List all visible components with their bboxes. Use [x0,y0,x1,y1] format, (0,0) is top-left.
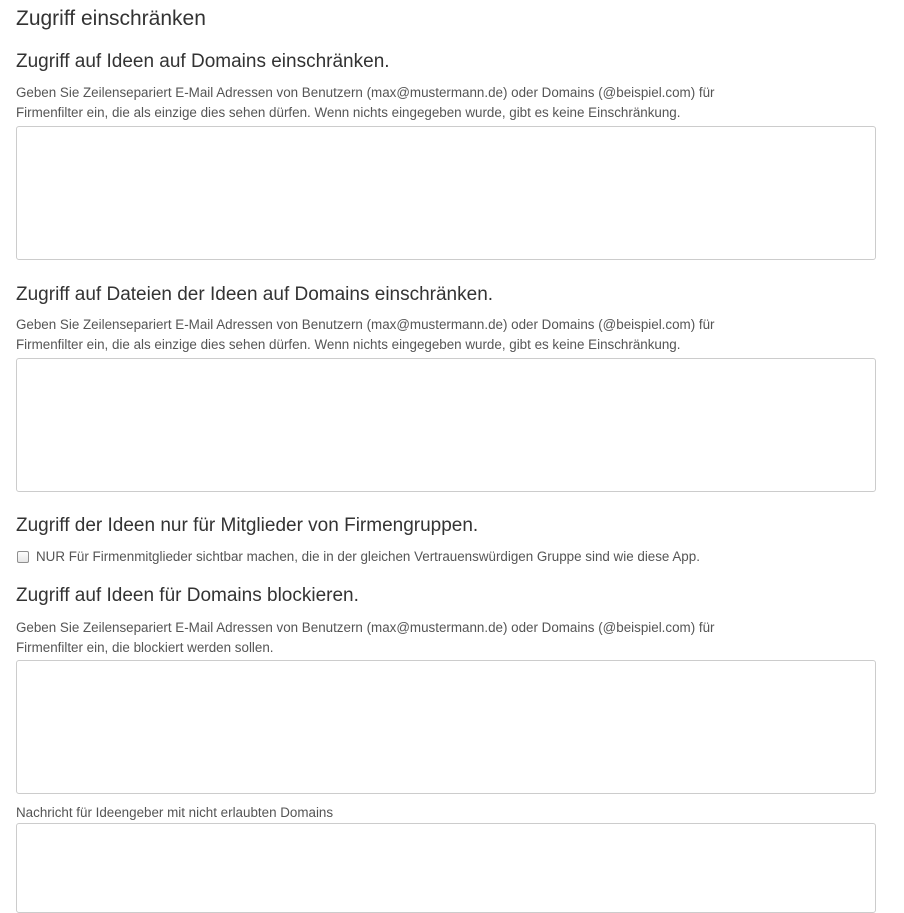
group-members-checkbox-label[interactable]: NUR Für Firmenmitglieder sichtbar machen, die in der gleichen Vertrauenswürdigen Gruppe sind wie diese App. [36,549,700,564]
help-line: Geben Sie Zeilensepariert E-Mail Adressen von Benutzern (max@mustermann.de) oder Domains (@beispiel.com) für [16,620,715,635]
section-title-restrict-files: Zugriff auf Dateien der Ideen auf Domains einschränken. [16,284,494,305]
help-line: Geben Sie Zeilensepariert E-Mail Adressen von Benutzern (max@mustermann.de) oder Domains (@beispiel.com) für [16,317,715,332]
restrict-files-domains-textarea[interactable] [16,358,876,492]
block-domains-textarea[interactable] [16,660,876,794]
section-title-block-domains: Zugriff auf Ideen für Domains blockieren. [16,585,359,606]
help-text-restrict-files [16,315,878,355]
section-title-restrict-ideas: Zugriff auf Ideen auf Domains einschränken. [16,51,390,72]
help-line: Firmenfilter ein, die als einzige dies sehen dürfen. Wenn nichts eingegeben wurde, gibt es keine Einschränkung. [16,105,681,120]
help-line: Firmenfilter ein, die als einzige dies sehen dürfen. Wenn nichts eingegeben wurde, gibt es keine Einschränkung. [16,337,681,352]
restrict-ideas-domains-textarea[interactable] [16,126,876,260]
blocked-message-textarea[interactable] [16,823,876,913]
group-members-checkbox[interactable] [17,551,29,563]
help-text-restrict-ideas [16,83,878,123]
section-title-group-members: Zugriff der Ideen nur für Mitglieder von Firmengruppen. [16,515,479,536]
help-text-block-domains [16,618,878,658]
help-line: Firmenfilter ein, die blockiert werden sollen. [16,640,274,655]
page-title: Zugriff einschränken [16,7,206,30]
blocked-message-label: Nachricht für Ideengeber mit nicht erlaubten Domains [16,805,334,820]
group-members-option[interactable] [16,547,700,567]
help-line: Geben Sie Zeilensepariert E-Mail Adressen von Benutzern (max@mustermann.de) oder Domains (@beispiel.com) für [16,85,715,100]
